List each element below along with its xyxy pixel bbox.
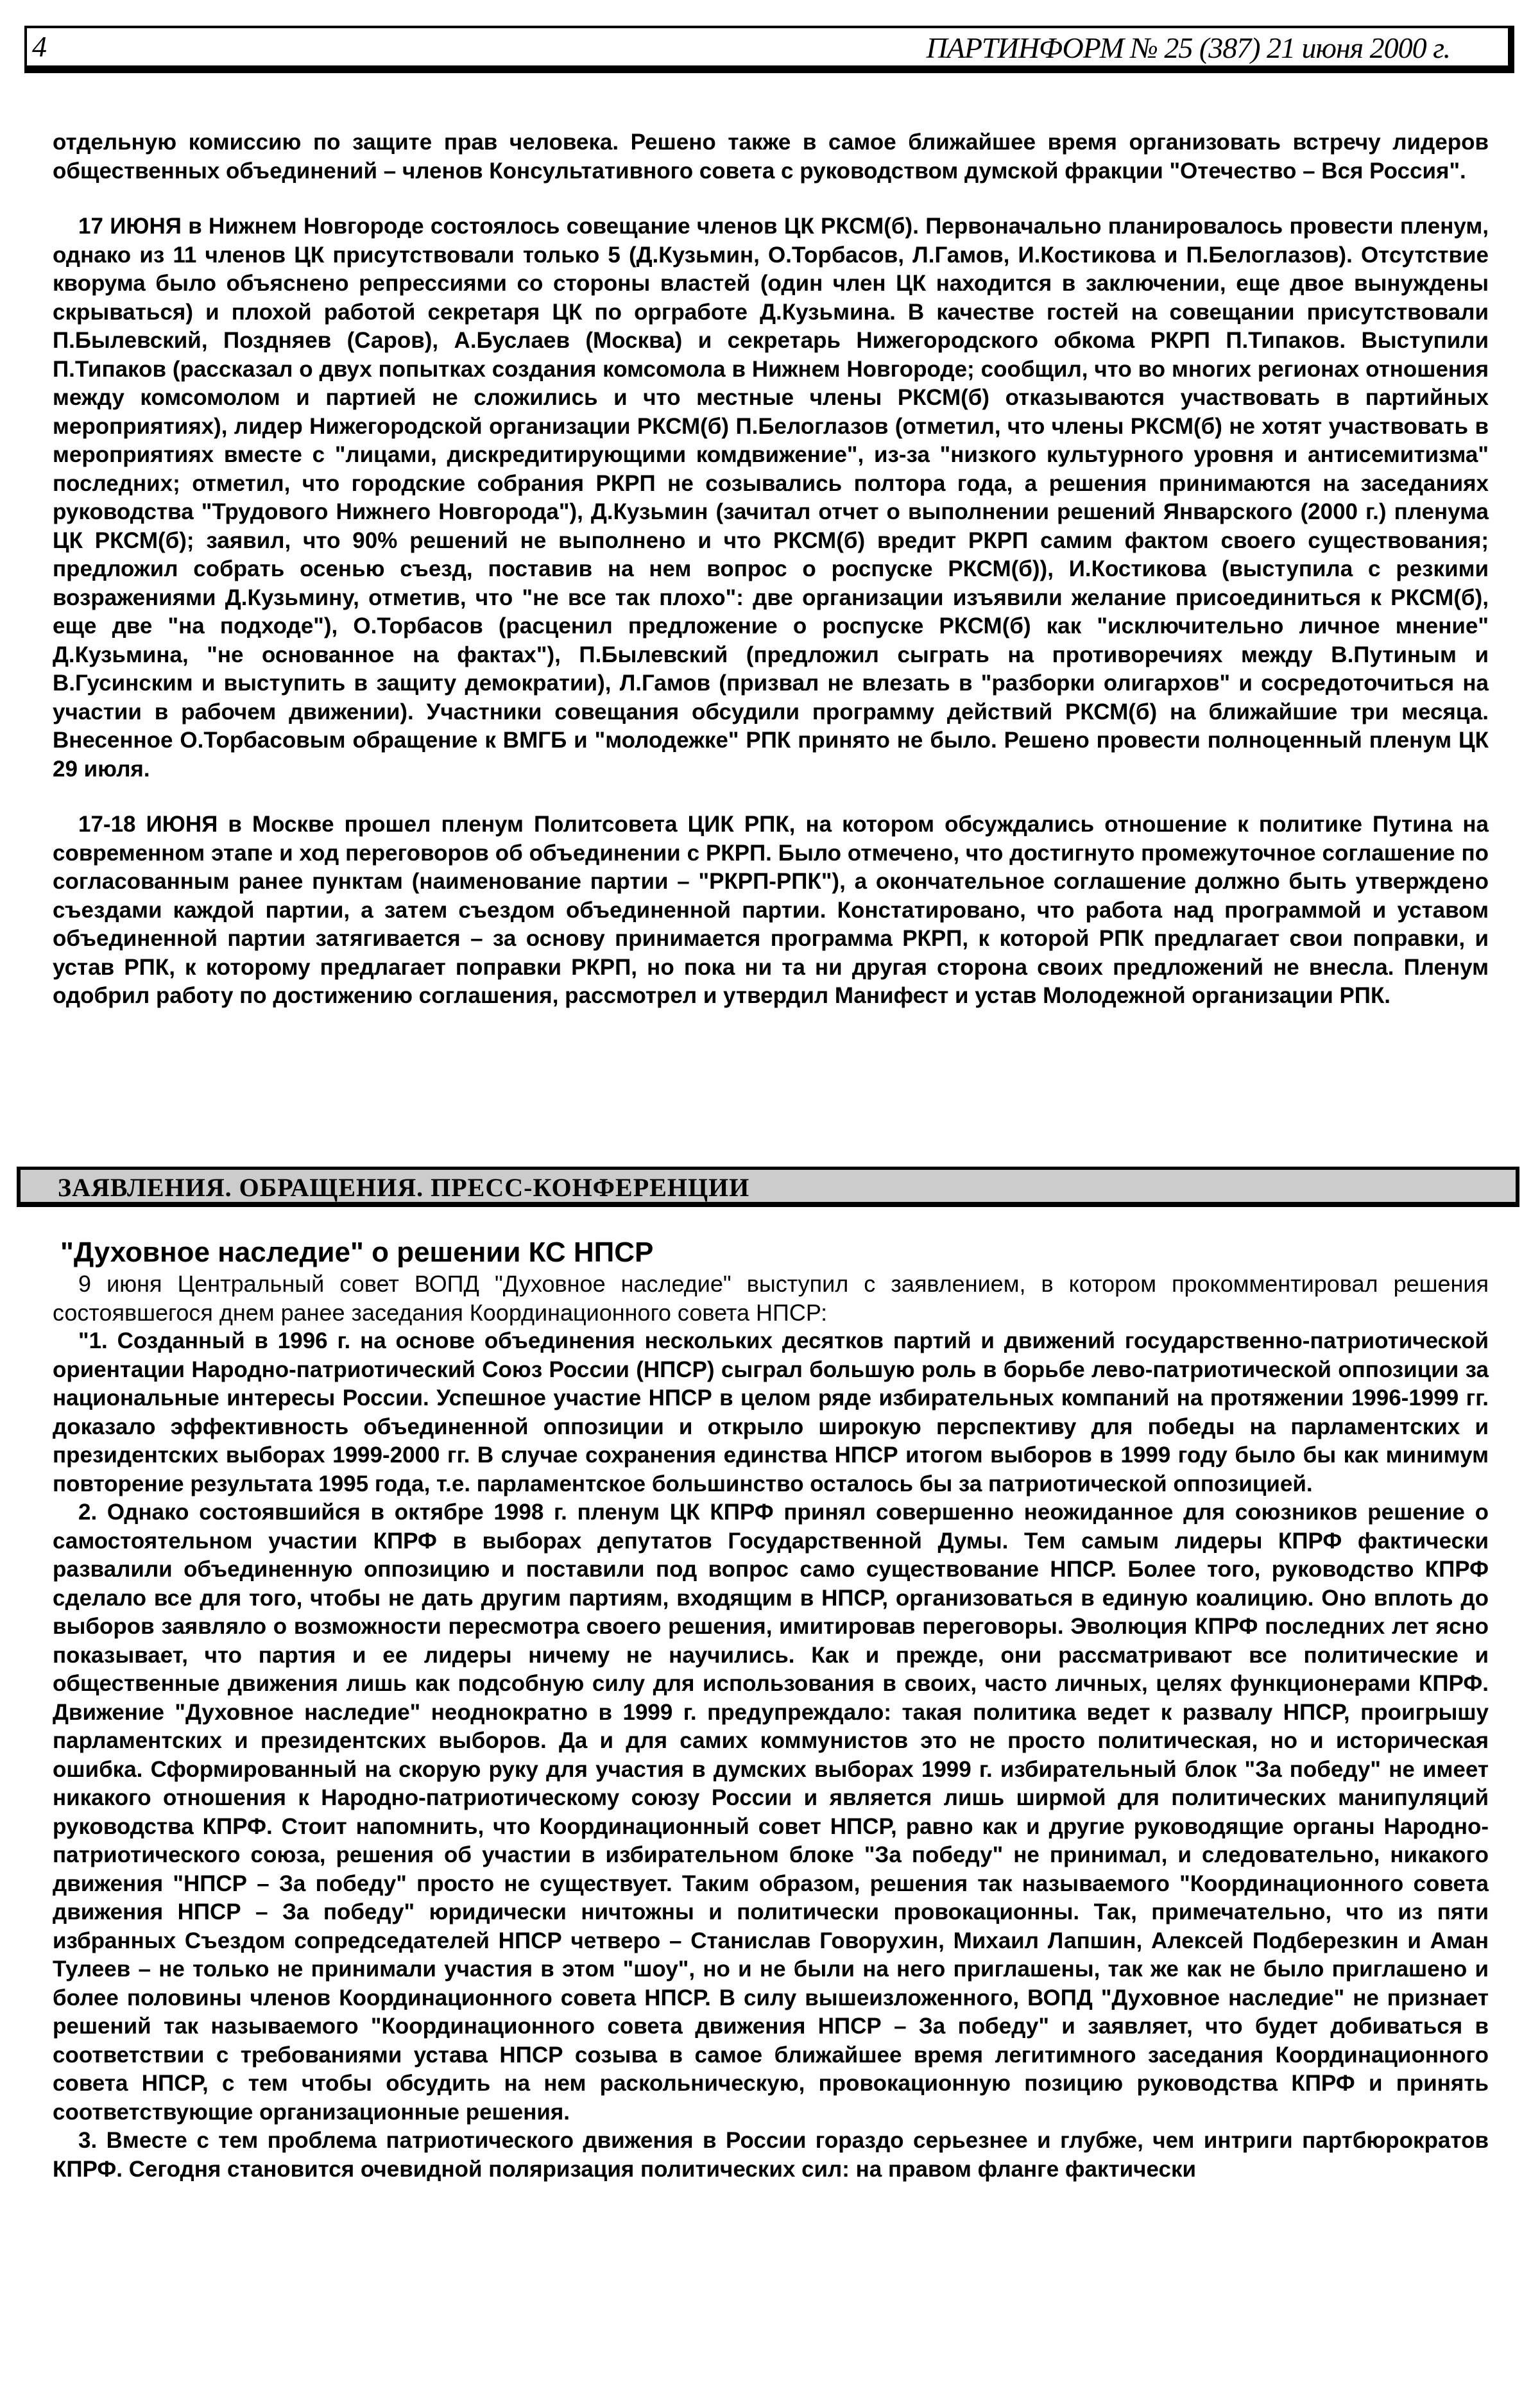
paragraph: 17-18 ИЮНЯ в Москве прошел пленум Политсовета ЦИК РПК, на котором обсуждались отношение к политике Путина на современном этапе и ход переговоров об объединении с РКРП. Было отмечено, что достигнуто промежуточное соглашение по согласованным ранее пунктам (наименование партии – "РКРП-РПК"), а окончательное соглашение должно быть утверждено съездами каждой партии, а затем съездом объединенной партии. Констатировано, что работа над программой и уставом объединенной партии затягивается – за основу принимается программа РКРП, к которой РПК предлагает свои поправки, и устав РПК, к которому предлагает поправки РКРП, но пока ни та ни другая сторона своих предложений не внесла. Пленум одобрил работу по достижению соглашения, рассмотрел и утвердил Манифест и устав Молодежной организации РПК.: [53, 812, 1489, 1008]
publication-title: ПАРТИНФОРМ № 25 (387) 21 июня 2000 г.: [926, 31, 1450, 64]
news-column: [53, 128, 1489, 1011]
paragraph: 17 ИЮНЯ в Нижнем Новгороде состоялось совещание членов ЦК РКСМ(б). Первоначально планировалось провести пленум, однако из 11 членов ЦК присутствовали только 5 (Д.Кузьмин, О.Торбасов, Л.Гамов, И.Костикова и П.Белоглазов). Отсутствие кворума было объяснено репрессиями со стороны властей (один член ЦК находится в заключении, еще двое вынуждены скрываться) и плохой работой секретаря ЦК по оргработе Д.Кузьмина. В качестве гостей на совещании присутствовали П.Былевский, Поздняев (Саров), А.Буслаев (Москва) и секретарь Нижегородского обкома РКРП П.Типаков. Выступили П.Типаков (рассказал о двух попытках создания комсомола в Нижнем Новгороде; сообщил, что во многих регионах отношения между комсомолом и партией не сложились и что местные члены РКСМ(б) отказываются участвовать в партийных мероприятиях), лидер Нижегородской организации РКСМ(б) П.Белоглазов (отметил, что члены РКСМ(б) не хотят участвовать в мероприятиях вместе с "лицами, дискредитирующими комдвижение", из-за "низкого культурного уровня и антисемитизма" последних; отметил, что городские собрания РКРП не созывались полтора года, а решения принимаются на заседаниях руководства "Трудового Нижнего Новгорода"), Д.Кузьмин (зачитал отчет о выполнении решений Январского (2000 г.) пленума ЦК РКСМ(б); заявил, что 90% решений не выполнено и что РКСМ(б) вредит РКРП самим фактом своего существования; предложил собрать осенью съезд, поставив на нем вопрос о роспуске РКСМ(б)), И.Костикова (выступила с резкими возражениями Д.Кузьмину, отметив, что "не все так плохо": две организации изъявили желание присоединиться к РКСМ(б), еще две "на подходе"), О.Торбасов (расценил предложение о роспуске РКСМ(б) как "исключительно личное мнение" Д.Кузьмина, "не основанное на фактах"), П.Былевский (предложил сыграть на противоречиях между В.Путиным и В.Гусинским и выступить в защиту демократии), Л.Гамов (призвал не влезать в "разборки олигархов" и сосредоточиться на участии в рабочем движении). Участники совещания обсудили программу действий РКСМ(б) на ближайшие три месяца. Внесенное О.Торбасовым обращение к ВМГБ и "молодежке" РПК принято не было. Решено провести полноценный пленум ЦК 29 июля.: [53, 214, 1489, 782]
paragraph: 3. Вместе с тем проблема патриотического движения в России гораздо серьезнее и глубже, чем интриги партбюрократов КПРФ. Сегодня становится очевидной поляризация политических сил: на правом фланге фактически: [53, 2128, 1489, 2182]
section-header: [17, 1167, 1519, 1207]
paragraph: "1. Созданный в 1996 г. на основе объединения нескольких десятков партий и движений государственно-патриотической ориентации Народно-патриотический Союз России (НПСР) сыграл большую роль в борьбе лево-патриотической оппозиции за национальные интересы России. Успешное участие НПСР в целом ряде избирательных компаний на протяжении 1996-1999 гг. доказало эффективность объединенной оппозиции и открыло широкую перспективу для победы на парламентских и президентских выборах 1999-2000 гг. В случае сохранения единства НПСР итогом выборов в 1999 году было бы как минимум повторение результата 1995 года, т.е. парламентское большинство осталось бы за патриотической оппозицией.: [53, 1328, 1489, 1496]
section-title: ЗАЯВЛЕНИЯ. ОБРАЩЕНИЯ. ПРЕСС-КОНФЕРЕНЦИИ: [58, 1173, 750, 1202]
page-header: [24, 26, 1514, 73]
page-number: 4: [32, 30, 47, 63]
article-intro: 9 июня Центральный совет ВОПД "Духовное наследие" выступил с заявлением, в котором прокомментировал решения состоявшегося днем ранее заседания Координационного совета НПСР:: [53, 1271, 1489, 1326]
article: [53, 1235, 1489, 2184]
paragraph: отдельную комиссию по защите прав человека. Решено также в самое ближайшее время организовать встречу лидеров общественных объединений – членов Консультативного совета с руководством думской фракции "Отечество – Вся Россия".: [53, 130, 1489, 184]
paragraph: 2. Однако состоявшийся в октябре 1998 г. пленум ЦК КПРФ принял совершенно неожиданное для союзников решение о самостоятельном участии КПРФ в выборах депутатов Государственной Думы. Тем самым лидеры КПРФ фактически развалили объединенную оппозицию и поставили под вопрос само существование НПСР. Более того, руководство КПРФ сделало все для того, чтобы не дать другим партиям, входящим в НПСР, организоваться в единую коалицию. Оно вплоть до выборов заявляло о возможности пересмотра своего решения, имитировав переговоры. Эволюция КПРФ последних лет ясно показывает, что партия и ее лидеры ничему не научились. Как и прежде, они рассматривают все политические и общественные движения лишь как подсобную силу для использования в своих, часто личных, целях функционерами КПРФ. Движение "Духовное наследие" неоднократно в 1999 г. предупреждало: такая политика ведет к развалу НПСР, проигрышу парламентских и президентских выборов. Да и для самих коммунистов это не просто политическая, но и историческая ошибка. Сформированный на скорую руку для участия в думских выборах 1999 г. избирательный блок "За победу" не имеет никакого отношения к Народно-патриотическому союзу России и является лишь ширмой для политических манипуляций руководства КПРФ. Стоит напомнить, что Координационный совет НПСР, равно как и другие руководящие органы Народно-патриотического союза, решения об участии в избирательном блоке "За победу" не принимал, и следовательно, никакого движения "НПСР – За победу" просто не существует. Таким образом, решения так называемого "Координационного совета движения НПСР – За победу" юридически ничтожны и политически провокационны. Так, примечательно, что из пяти избранных Съездом сопредседателей НПСР четверо – Станислав Говорухин, Михаил Лапшин, Алексей Подберезкин и Аман Тулеев – не только не принимали участия в этом "шоу", но и не были на него приглашены, так же как не было приглашено и более половины членов Координационного совета НПСР. В силу вышеизложенного, ВОПД "Духовное наследие" не признает решений так называемого "Координационного совета движения НПСР – За победу" и заявляет, что будет добиваться в соответствии с требованиями устава НПСР созыва в самое ближайшее время легитимного заседания Координационного совета НПСР, с тем чтобы обсудить на нем раскольническую, провокационную позицию руководства КПРФ и принять соответствующие организационные решения.: [53, 1500, 1489, 2125]
article-title: "Духовное наследие" о решении КС НПСР: [60, 1237, 654, 1268]
